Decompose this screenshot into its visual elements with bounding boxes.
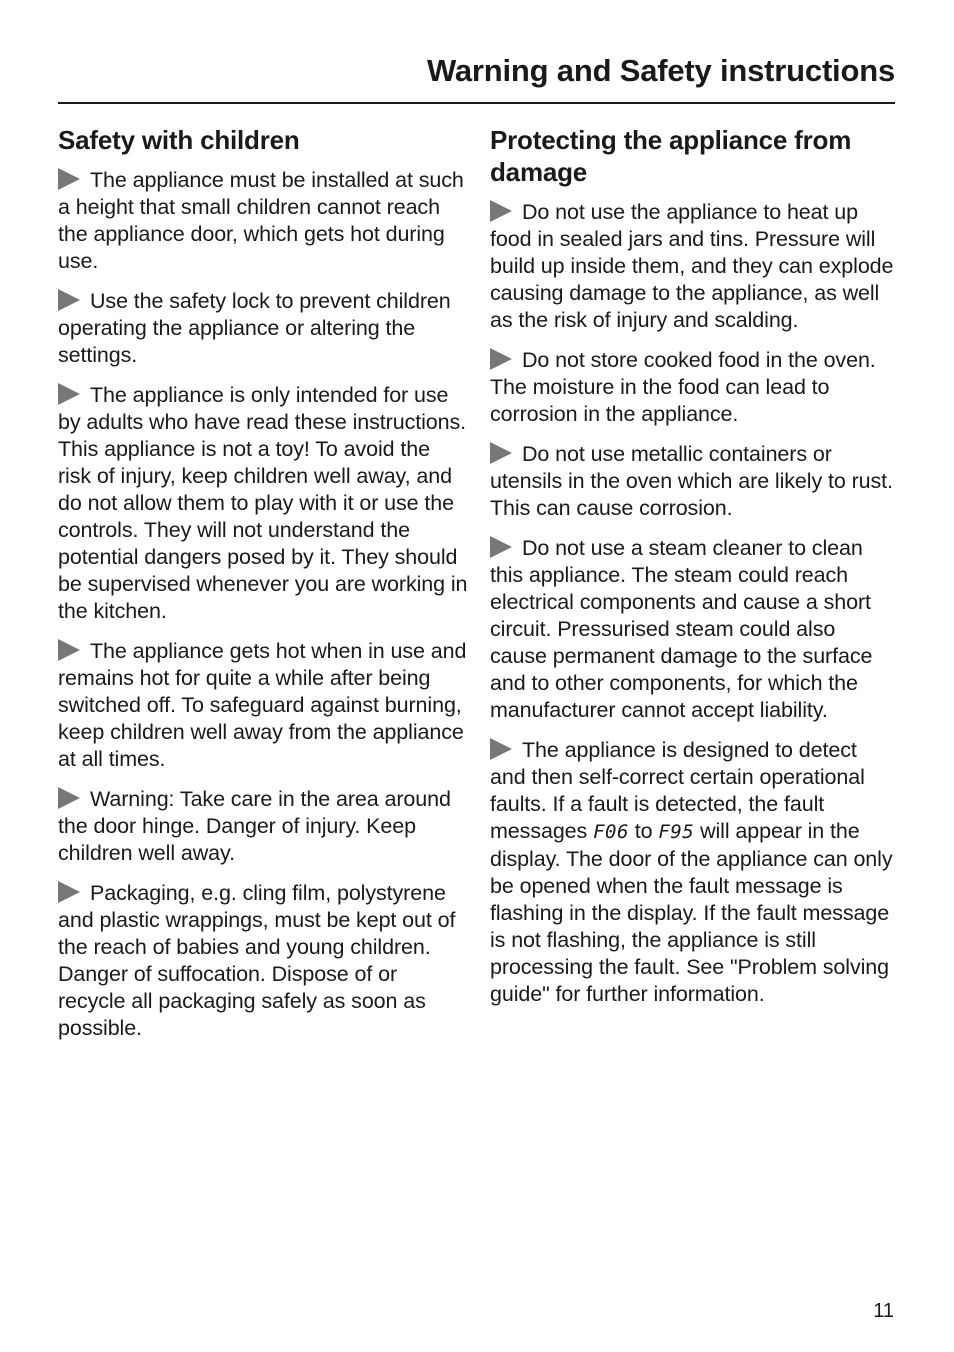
fault-text-before: The appliance is designed to detect and then self-correct certain operational faults. If a fault is detected, the fault messages <box>490 738 865 843</box>
arrow-icon <box>490 738 512 760</box>
left-column <box>58 124 468 1055</box>
fault-paragraph <box>490 737 895 1008</box>
arrow-icon <box>58 168 80 190</box>
paragraph-text: Use the safety lock to prevent children operating the appliance or altering the settings. <box>58 289 451 367</box>
damage-paragraph <box>490 441 895 522</box>
damage-paragraph <box>490 199 895 334</box>
damage-paragraph <box>490 535 895 724</box>
arrow-icon <box>58 881 80 903</box>
damage-paragraph <box>490 347 895 428</box>
safety-paragraph <box>58 880 468 1042</box>
fault-text-between: to <box>628 819 659 843</box>
page-title: Warning and Safety instructions <box>426 53 895 88</box>
paragraph-text: The appliance gets hot when in use and remains hot for quite a while after being switched off. To safeguard against burning, keep children well away from the appliance at all times. <box>58 639 467 771</box>
right-column <box>490 124 895 1021</box>
section-heading-protecting-appliance: Protecting the appliance from damage <box>490 125 852 187</box>
safety-paragraph <box>58 638 468 773</box>
arrow-icon <box>490 442 512 464</box>
page-header <box>58 50 895 104</box>
paragraph-text: Do not store cooked food in the oven. The moisture in the food can lead to corrosion in the appliance. <box>490 348 876 426</box>
arrow-icon <box>490 536 512 558</box>
paragraph-text: Do not use the appliance to heat up food in sealed jars and tins. Pressure will build up inside them, and they can explode causing damage to the appliance, as well as the risk of injury and scalding. <box>490 200 894 332</box>
safety-paragraph <box>58 382 468 625</box>
arrow-icon <box>58 289 80 311</box>
section-heading-safety-with-children: Safety with children <box>58 125 300 155</box>
arrow-icon <box>490 348 512 370</box>
paragraph-text: Packaging, e.g. cling film, polystyrene and plastic wrappings, must be kept out of the reach of babies and young children. Danger of suffocation. Dispose of or recycle all packaging safely as soon as possible. <box>58 881 456 1040</box>
arrow-icon <box>58 639 80 661</box>
safety-paragraph <box>58 288 468 369</box>
arrow-icon <box>490 200 512 222</box>
page-number: 11 <box>873 1300 894 1322</box>
paragraph-text: Do not use a steam cleaner to clean this appliance. The steam could reach electrical components and cause a short circuit. Pressurised steam could also cause permanent damage to the surface and to other components, for which the manufacturer cannot accept liability. <box>490 536 873 722</box>
safety-paragraph <box>58 167 468 275</box>
paragraph-text: Do not use metallic containers or utensils in the oven which are likely to rust. This can cause corrosion. <box>490 442 893 520</box>
safety-paragraph <box>58 786 468 867</box>
fault-text-after: will appear in the display. The door of the appliance can only be opened when the fault message is flashing in the display. If the fault message is not flashing, the appliance is still processing the fault. See "Problem solving guide" for further information. <box>490 819 893 1006</box>
paragraph-text: Warning: Take care in the area around the door hinge. Danger of injury. Keep children well away. <box>58 787 451 865</box>
fault-code-to: F95 <box>658 821 695 843</box>
paragraph-text: The appliance is only intended for use by adults who have read these instructions. This appliance is not a toy! To avoid the risk of injury, keep children well away, and do not allow them to play with it or use the controls. They will not understand the potential dangers posed by it. They should be supervised whenever you are working in the kitchen. <box>58 383 468 623</box>
arrow-icon <box>58 383 80 405</box>
paragraph-text: The appliance must be installed at such a height that small children cannot reach the appliance door, which gets hot during use. <box>58 168 464 273</box>
arrow-icon <box>58 787 80 809</box>
fault-code-from: F06 <box>593 821 629 843</box>
